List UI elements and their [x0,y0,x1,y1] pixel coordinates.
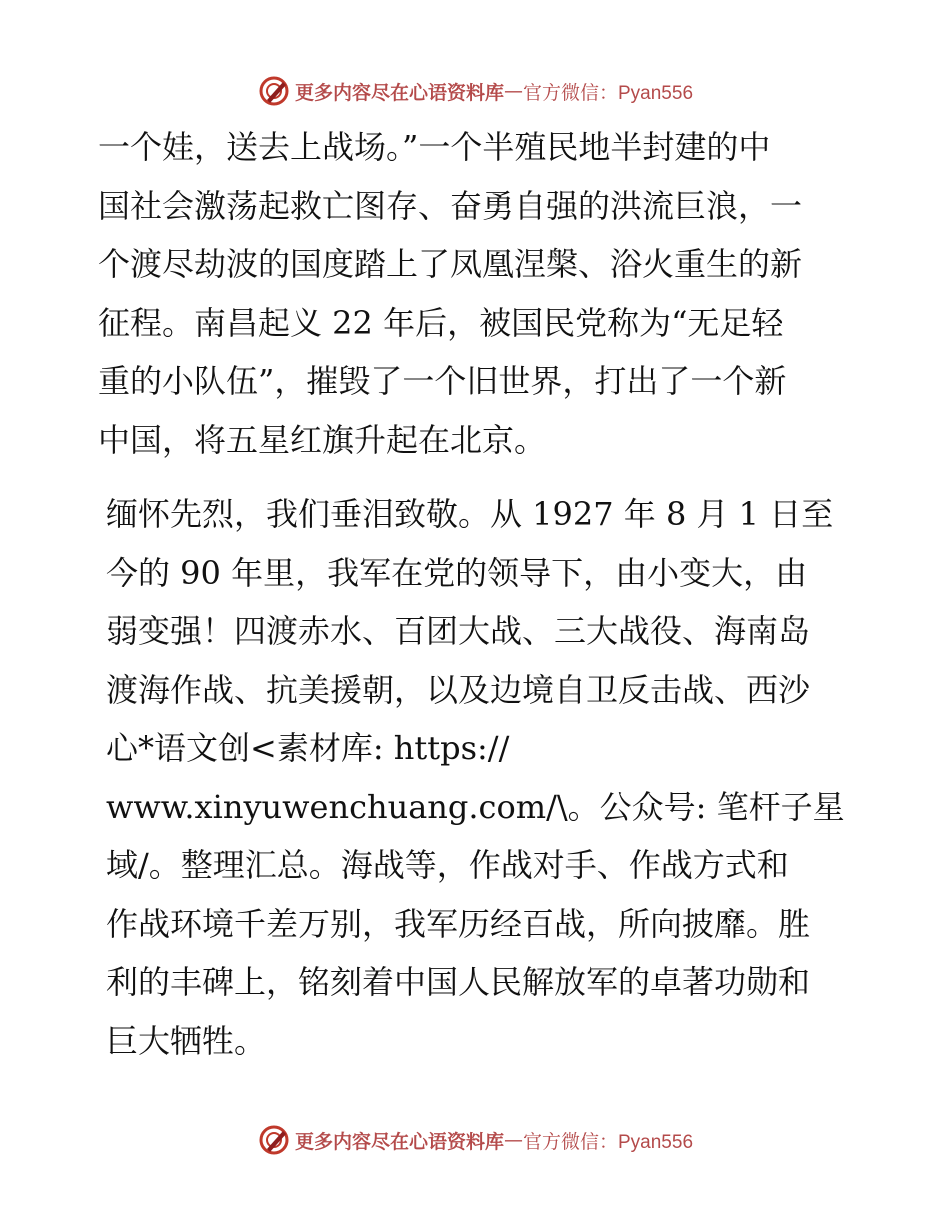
banner-title: 更多内容尽在心语资料库 [294,1130,504,1153]
text-line: 巨大牺牲。 [106,1021,267,1060]
paragraph-2 [98,485,858,1070]
red-circle-pen-logo-icon [257,1123,291,1157]
text-line: 作战环境千差万别，我军历经百战，所向披靡。胜 [106,904,811,943]
text-line: 心*语文创<素材库: https:// [106,729,510,767]
header-banner [0,71,950,111]
paragraph-1 [98,118,858,469]
banner-contact: 官方微信：Pyan556 [523,82,694,104]
footer-banner [0,1120,950,1160]
text-line: 今的 90 年里，我军在党的领导下，由小变大，由 [106,553,808,592]
text-line: 国社会激荡起救亡图存、奋勇自强的洪流巨浪，一 [98,186,803,225]
document-body [98,118,858,1070]
text-line: 利的丰碑上，铭刻着中国人民解放军的卓著功勋和 [106,963,811,1001]
banner-separator: — [504,1129,523,1151]
text-line: 缅怀先烈，我们垂泪致敬。从 1927 年 8 月 1 日至 [106,495,834,533]
banner-separator: — [504,80,523,102]
red-circle-pen-logo-icon [257,74,291,108]
banner-contact: 官方微信：Pyan556 [523,1131,694,1153]
text-line: 重的小队伍”，摧毁了一个旧世界，打出了一个新 [98,362,787,400]
text-line: 征程。南昌起义 22 年后，被国民党称为“无足轻 [98,303,784,342]
text-line: www.xinyuwenchuang.com/\。公众号: 笔杆子星 [106,787,845,826]
text-line: 个渡尽劫波的国度踏上了凤凰涅槃、浴火重生的新 [98,245,803,283]
text-line: 弱变强！四渡赤水、百团大战、三大战役、海南岛 [106,612,811,650]
text-line: 渡海作战、抗美援朝，以及边境自卫反击战、西沙 [106,670,811,709]
text-line: 中国，将五星红旗升起在北京。 [98,420,547,459]
text-line: 一个娃，送去上战场。”一个半殖民地半封建的中 [98,128,771,166]
banner-title: 更多内容尽在心语资料库 [294,81,504,104]
text-line: 域/。整理汇总。海战等，作战对手、作战方式和 [106,846,789,884]
